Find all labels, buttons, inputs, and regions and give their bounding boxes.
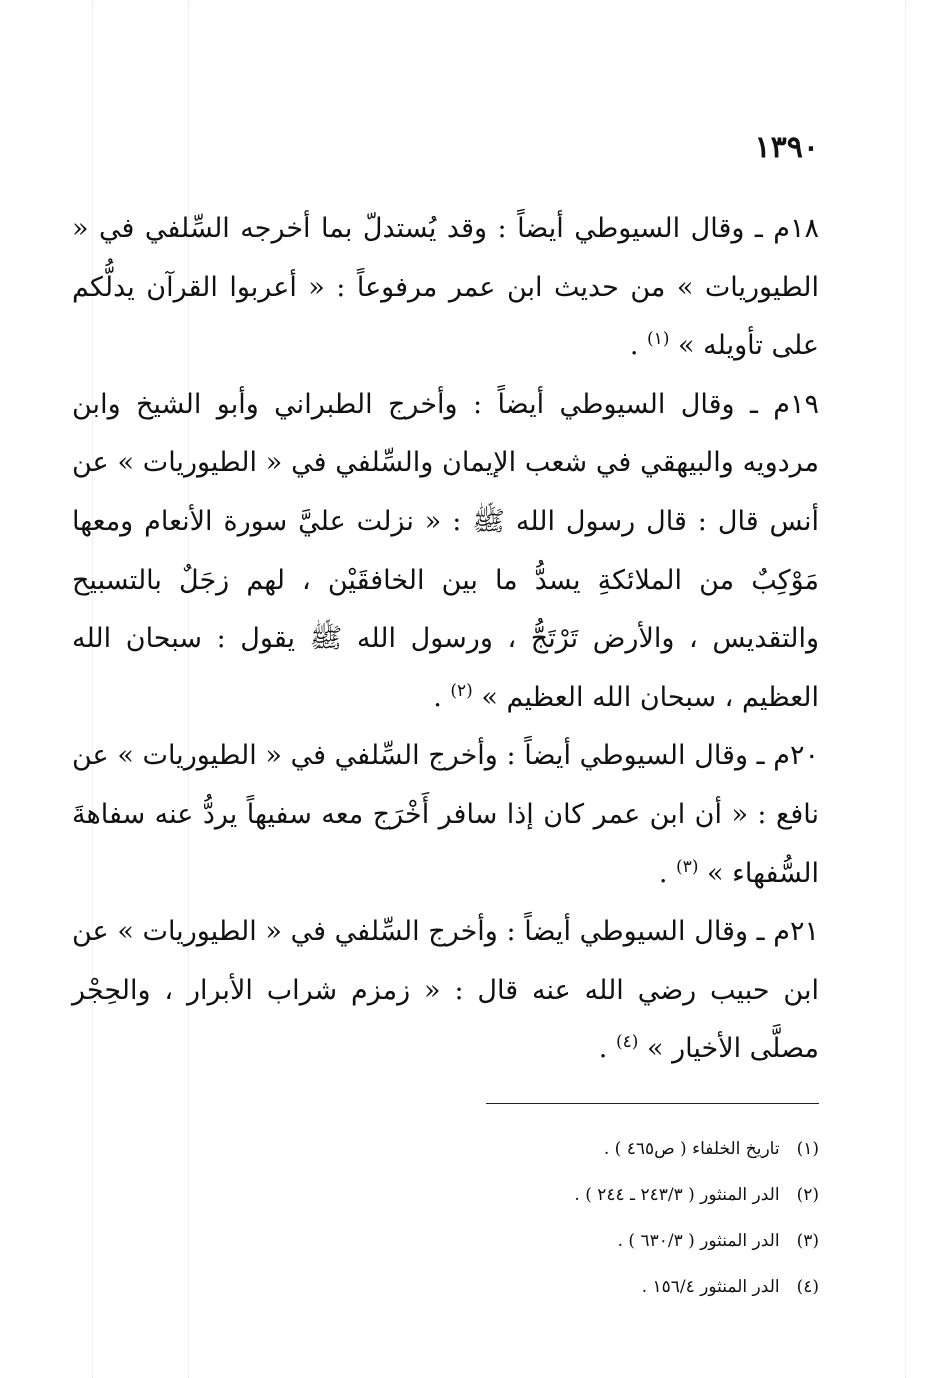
- footnote-text: تاريخ الخلفاء ( ص٤٦٥ ) .: [603, 1139, 780, 1159]
- footnote-reference[interactable]: (٢): [450, 680, 473, 701]
- footnote-reference[interactable]: (١): [647, 329, 670, 350]
- paragraph-text: ٢٠م ـ وقال السيوطي أيضاً : وأخرج السِّلفي في « الطيوريات » عن نافع : « أن ابن عمر كان إذا سافر أَخْرَج معه سفيهاً يردُّ عنه سفاهةَ السُّفهاء »: [72, 740, 819, 889]
- paragraph-end: .: [658, 857, 677, 889]
- footnote: [100, 1218, 819, 1264]
- footnote-text: الدر المنثور ١٥٦/٤ .: [641, 1277, 780, 1297]
- footnote: [100, 1264, 819, 1310]
- paragraph: [72, 903, 819, 1079]
- paragraph: [72, 200, 819, 376]
- footnote: [100, 1172, 819, 1218]
- body-text: [72, 200, 819, 1079]
- footnote-reference[interactable]: (٣): [676, 856, 699, 877]
- page-number: ١٣٩٠: [754, 130, 819, 165]
- paragraph-text: ٢١م ـ وقال السيوطي أيضاً : وأخرج السِّلفي في « الطيوريات » عن ابن حبيب رضي الله عنه قال : « زمزم شراب الأبرار ، والحِجْر مصلَّى الأخيار »: [72, 916, 819, 1065]
- footnote-text: الدر المنثور ( ٢٤٣/٣ ـ ٢٤٤ ) .: [574, 1185, 780, 1205]
- paragraph-end: .: [433, 681, 451, 713]
- footnote-number: (٤): [796, 1277, 819, 1297]
- footnotes: [100, 1126, 819, 1310]
- footnote-text: الدر المنثور ( ٦٣٠/٣ ) .: [617, 1231, 780, 1251]
- paragraph-text: ١٩م ـ وقال السيوطي أيضاً : وأخرج الطبراني وأبو الشيخ وابن مردويه والبيهقي في شعب الإيمان والسِّلفي في « الطيوريات » عن أنس قال : قال رسول الله ﷺ : « نزلت عليَّ سورة الأنعام ومعها مَوْكِبٌ من الملائكةِ يسدُّ ما بين الخافقَيْن ، لهم زجَلٌ بالتسبيح والتقديس ، والأرض تَرْتَجُّ ، ورسول الله ﷺ يقول : سبحان الله العظيم ، سبحان الله العظيم »: [72, 388, 819, 713]
- paragraph-text: ١٨م ـ وقال السيوطي أيضاً : وقد يُستدلّ بما أخرجه السِّلفي في « الطيوريات » من حديث ابن عمر مرفوعاً : « أعربوا القرآن يدلُّكم على تأويله »: [72, 213, 819, 362]
- footnote-separator: [486, 1103, 819, 1104]
- footnote: [100, 1126, 819, 1172]
- paragraph-end: .: [598, 1033, 616, 1065]
- paragraph: [72, 727, 819, 903]
- footnote-reference[interactable]: (٤): [615, 1032, 639, 1053]
- paragraph: [72, 376, 819, 728]
- footnote-number: (٣): [796, 1231, 819, 1251]
- footnote-number: (٢): [796, 1185, 819, 1205]
- footnote-number: (١): [796, 1139, 819, 1159]
- paragraph-end: .: [629, 330, 648, 362]
